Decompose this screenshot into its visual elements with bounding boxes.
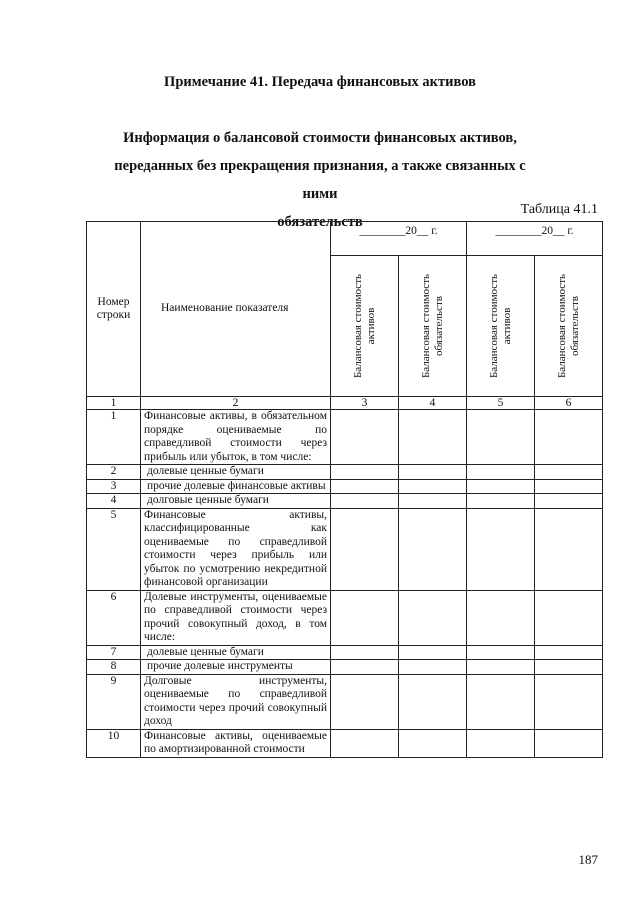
- value-cell: [535, 410, 603, 465]
- value-cell: [467, 590, 535, 645]
- column-index: 3: [331, 397, 399, 410]
- subheader-assets: Балансовая стоимость активов: [487, 273, 513, 379]
- row-number: 5: [87, 508, 141, 590]
- value-cell: [331, 465, 399, 480]
- row-name: Финансовые активы, классифицированные как оцениваемые по справедливой стоимости через прибыль или убыток по усмотрению некредитной финансовой организации: [141, 508, 331, 590]
- row-name: Долговые инструменты, оцениваемые по справедливой стоимости через прочий совокупный доход: [141, 674, 331, 729]
- table-row: [87, 590, 603, 645]
- table-label: Таблица 41.1: [520, 202, 598, 217]
- table-header: [87, 222, 603, 410]
- value-cell: [331, 729, 399, 757]
- value-cell: [467, 674, 535, 729]
- row-number: 2: [87, 465, 141, 480]
- table-row: [87, 410, 603, 465]
- header-year-2: ________20__ г.: [467, 222, 603, 256]
- value-cell: [535, 590, 603, 645]
- value-cell: [331, 479, 399, 494]
- value-cell: [467, 479, 535, 494]
- subheader-assets: Балансовая стоимость активов: [351, 273, 377, 379]
- table-row: [87, 674, 603, 729]
- value-cell: [535, 729, 603, 757]
- value-cell: [399, 465, 467, 480]
- value-cell: [331, 508, 399, 590]
- row-number: 3: [87, 479, 141, 494]
- value-cell: [467, 410, 535, 465]
- column-index: 6: [535, 397, 603, 410]
- header-year-1: ________20__ г.: [331, 222, 467, 256]
- table-row: [87, 494, 603, 509]
- header-indicator-name: Наименование показателя: [141, 222, 331, 397]
- table-row: [87, 729, 603, 757]
- row-name: прочие долевые финансовые активы: [141, 479, 331, 494]
- value-cell: [331, 674, 399, 729]
- note-title: Примечание 41. Передача финансовых активов: [164, 74, 476, 90]
- value-cell: [535, 645, 603, 660]
- table-row: [87, 479, 603, 494]
- column-index-row: [87, 397, 603, 410]
- balance-table: [86, 221, 603, 758]
- value-cell: [535, 674, 603, 729]
- heading-line: переданных без прекращения признания, а также связанных с ними: [114, 158, 526, 202]
- column-index: 1: [87, 397, 141, 410]
- subheader-cell: [467, 256, 535, 397]
- column-index: 2: [141, 397, 331, 410]
- section-heading: [100, 124, 540, 236]
- subheader-cell: [331, 256, 399, 397]
- value-cell: [399, 674, 467, 729]
- row-name: Финансовые активы, в обязательном порядке оцениваемые по справедливой стоимости через прибыль или убыток, в том числе:: [141, 410, 331, 465]
- value-cell: [399, 729, 467, 757]
- value-cell: [399, 508, 467, 590]
- heading-line: обязательств: [277, 214, 363, 230]
- value-cell: [467, 465, 535, 480]
- heading-line: Информация о балансовой стоимости финансовых активов,: [123, 130, 517, 146]
- row-number: 10: [87, 729, 141, 757]
- value-cell: [331, 494, 399, 509]
- row-name: прочие долевые инструменты: [141, 660, 331, 675]
- column-index: 5: [467, 397, 535, 410]
- row-name: долевые ценные бумаги: [141, 465, 331, 480]
- row-number: 8: [87, 660, 141, 675]
- subheader-cell: [399, 256, 467, 397]
- table-row: [87, 645, 603, 660]
- value-cell: [399, 494, 467, 509]
- value-cell: [399, 479, 467, 494]
- page-number: 187: [578, 852, 598, 867]
- value-cell: [467, 508, 535, 590]
- row-name: Финансовые активы, оцениваемые по амортизированной стоимости: [141, 729, 331, 757]
- value-cell: [467, 660, 535, 675]
- value-cell: [467, 645, 535, 660]
- subheader-liabilities: Балансовая стоимость обязательств: [419, 273, 445, 379]
- value-cell: [535, 660, 603, 675]
- value-cell: [399, 660, 467, 675]
- table-row: [87, 508, 603, 590]
- value-cell: [535, 465, 603, 480]
- value-cell: [331, 410, 399, 465]
- header-row-number: Номер строки: [87, 222, 141, 397]
- value-cell: [331, 645, 399, 660]
- table-row: [87, 660, 603, 675]
- value-cell: [535, 494, 603, 509]
- row-name: долговые ценные бумаги: [141, 494, 331, 509]
- value-cell: [467, 494, 535, 509]
- value-cell: [399, 645, 467, 660]
- row-number: 9: [87, 674, 141, 729]
- row-name: долевые ценные бумаги: [141, 645, 331, 660]
- subheader-cell: [535, 256, 603, 397]
- row-number: 4: [87, 494, 141, 509]
- row-number: 7: [87, 645, 141, 660]
- subheader-liabilities: Балансовая стоимость обязательств: [555, 273, 581, 379]
- value-cell: [535, 508, 603, 590]
- row-number: 6: [87, 590, 141, 645]
- value-cell: [535, 479, 603, 494]
- table-row: [87, 465, 603, 480]
- column-index: 4: [399, 397, 467, 410]
- value-cell: [331, 590, 399, 645]
- row-name: Долевые инструменты, оцениваемые по справедливой стоимости через прочий совокупный доход, в том числе:: [141, 590, 331, 645]
- value-cell: [399, 590, 467, 645]
- value-cell: [467, 729, 535, 757]
- value-cell: [399, 410, 467, 465]
- table-body: [87, 410, 603, 758]
- row-number: 1: [87, 410, 141, 465]
- value-cell: [331, 660, 399, 675]
